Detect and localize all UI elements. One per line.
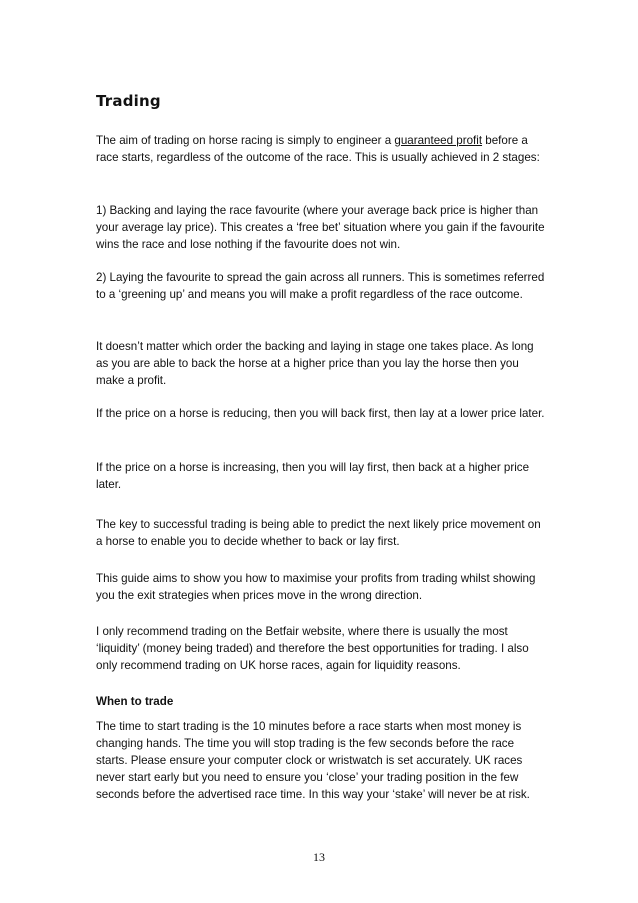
page-number: 13 <box>313 850 325 864</box>
section-heading: Trading <box>96 92 161 110</box>
intro-text-before: The aim of trading on horse racing is simply to engineer a <box>96 134 395 147</box>
guaranteed-profit-link[interactable]: guaranteed profit <box>394 134 483 147</box>
when-to-trade-heading: When to trade <box>96 695 174 708</box>
intro-paragraph <box>96 132 546 166</box>
paragraph-key-to-trading: The key to successful trading is being able to predict the next likely price movement on a horse to enable you to decide whether to back or lay first. <box>96 518 541 548</box>
paragraph-order: It doesn’t matter which order the backing and laying in stage one takes place. As long as you are able to back the horse at a higher price than you lay the horse then you make a profit. <box>96 340 534 387</box>
paragraph-betfair: I only recommend trading on the Betfair website, where there is usually the most ‘liquidity’ (money being traded) and therefore the best opportunities for trading. I also only recommend trading on UK horse races, again for liquidity reasons. <box>96 625 529 672</box>
paragraph-price-increasing: If the price on a horse is increasing, then you will lay first, then back at a higher price later. <box>96 461 530 491</box>
paragraph-stage-two: 2) Laying the favourite to spread the gain across all runners. This is sometimes referred to a ‘greening up’ and means you will make a profit regardless of the race outcome. <box>96 271 545 301</box>
paragraph-price-reducing: If the price on a horse is reducing, then you will back first, then lay at a lower price later. <box>96 407 545 420</box>
paragraph-when-to-trade: The time to start trading is the 10 minutes before a race starts when most money is changing hands. The time you will stop trading is the few seconds before the race starts. Please ensure your computer clock or wristwatch is set accurately. UK races never start early but you need to ensure you ‘close’ your trading position in the few seconds before the advertised race time. In this way your ‘stake’ will never be at risk. <box>96 720 530 801</box>
intro-text-after: before a race starts, regardless of the outcome of the race. This is usually achieved in 2 stages: <box>96 134 540 164</box>
paragraph-guide-aims: This guide aims to show you how to maximise your profits from trading whilst showing you the exit strategies when prices move in the wrong direction. <box>96 572 536 602</box>
paragraph-stage-one: 1) Backing and laying the race favourite (where your average back price is higher than your average lay price). This creates a ‘free bet’ situation where you gain if the favourite wins the race and lose nothing if the favourite does not win. <box>96 204 545 251</box>
